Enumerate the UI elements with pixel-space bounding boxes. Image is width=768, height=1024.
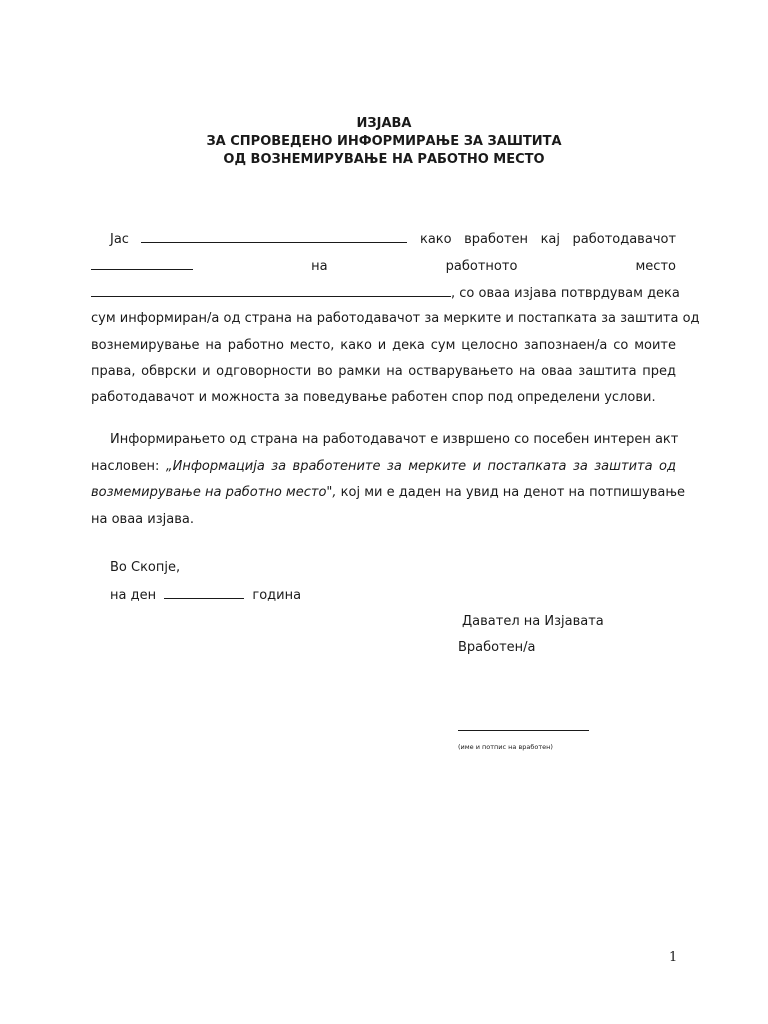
document-subtitle-line1: ЗА СПРОВЕДЕНО ИНФОРМИРАЊЕ ЗА ЗАШТИТА [206,134,562,149]
page-number: 1 [669,950,678,965]
paragraph1-line6: права, обврски и одговорности во рамки на остварувањето на оваа заштита пред [91,364,676,379]
signature-role-label: Вработен/а [458,640,536,655]
workplace-blank[interactable] [91,283,451,297]
paragraph1-line1: Јас како вработен кај работодавачот [110,229,676,250]
document-name-italic: „Информација за вработените за мерките и постапката за заштита од [165,459,676,474]
paragraph2-line3: возмемирување на работно место", кој ми е даден на увид на денот на потпишување [91,485,686,500]
employer-blank[interactable] [91,256,193,270]
place-city: Во Скопје, [110,560,181,575]
paragraph2-line1: Информирањето од страна на работодавачот е извршено со посебен интерен акт [110,432,679,447]
paragraph2-line2: насловен: „Информација за вработените за мерките и постапката за заштита од [91,459,676,474]
signature-giver-label: Давател на Изјавата [462,614,604,629]
date-line: на ден година [110,585,301,606]
paragraph1-line5: вознемирување на работно место, како и дека сум целосно запознаен/а со моите [91,338,676,353]
signature-caption: (име и потпис на вработен) [458,743,553,751]
paragraph1-line4: сум информиран/а од страна на работодавачот за мерките и постапката за заштита од [91,311,700,326]
paragraph2-line4: на оваа изјава. [91,512,194,527]
document-subtitle-line2: ОД ВОЗНЕМИРУВАЊЕ НА РАБОТНО МЕСТО [223,152,545,167]
paragraph1-line3: , со оваа изјава потврдувам дека [91,283,676,304]
paragraph1-line2: на работното место [91,256,676,277]
document-title: ИЗЈАВА [356,116,412,131]
paragraph1-line7: работодавачот и можноста за поведување работен спор под определени услови. [91,390,656,405]
name-blank[interactable] [141,229,407,243]
signature-line[interactable] [458,730,589,731]
word-jas: Јас [110,232,129,247]
date-blank[interactable] [164,585,244,599]
